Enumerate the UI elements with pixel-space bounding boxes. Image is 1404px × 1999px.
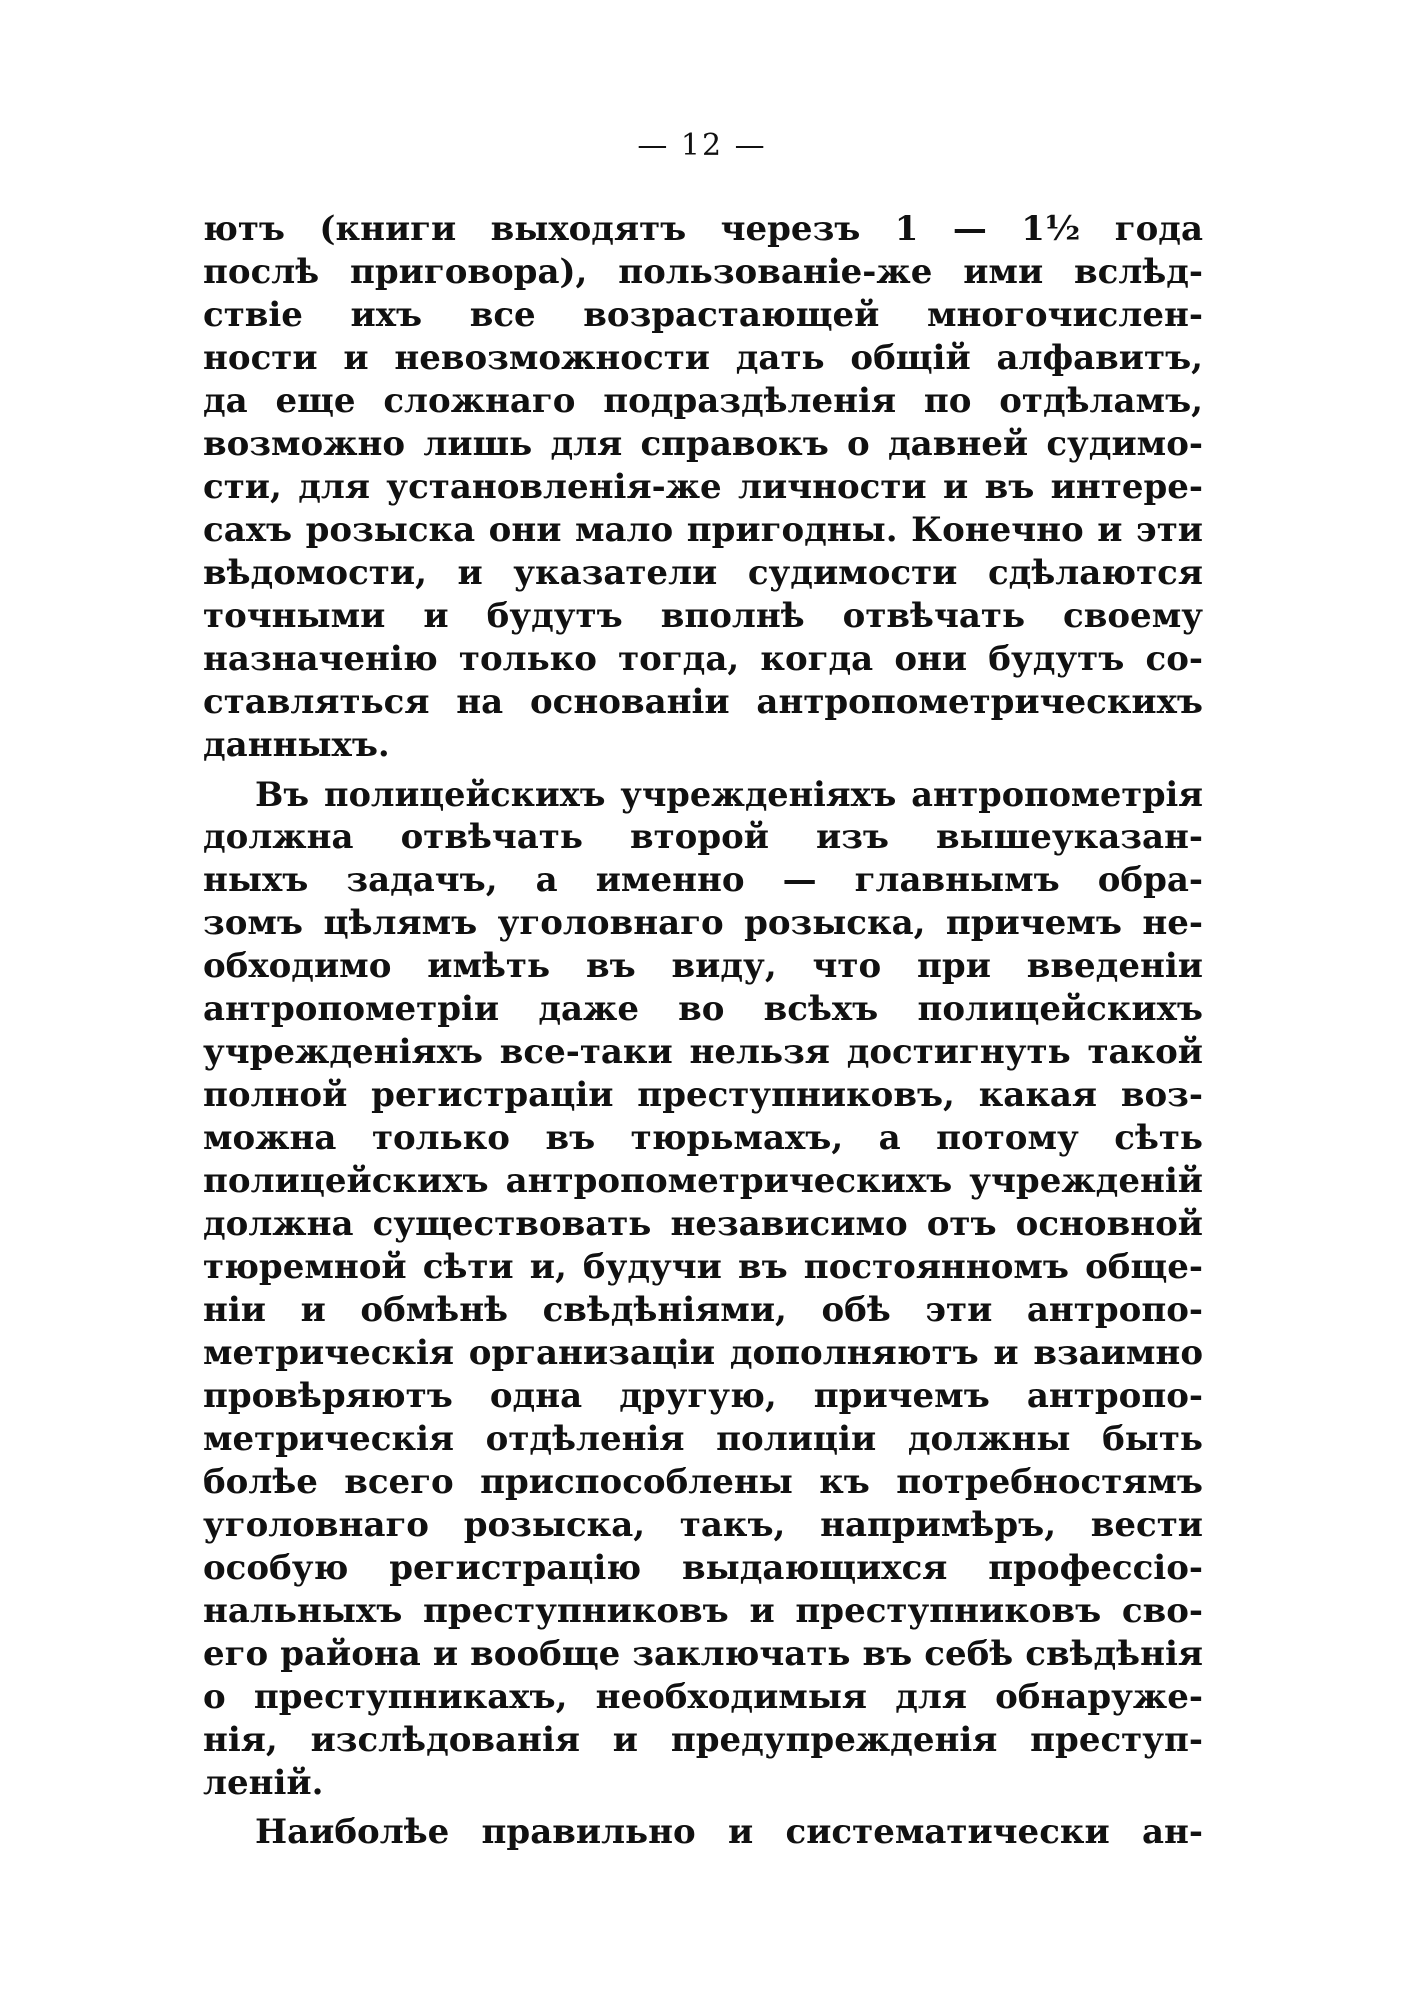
text-line: о преступникахъ, необходимыя для обнаруже- (203, 1677, 1203, 1717)
text-line: особую регистрацію выдающихся профессіо- (203, 1548, 1203, 1588)
text-line: точными и будутъ вполнѣ отвѣчать своему (203, 596, 1203, 636)
body-text (203, 208, 1203, 1854)
text-line: метрическія организаціи дополняютъ и взаимно (203, 1333, 1203, 1373)
text-line: ставляться на основаніи антропометрическихъ (203, 682, 1203, 722)
text-line: тюремной сѣти и, будучи въ постоянномъ обще- (203, 1247, 1203, 1287)
text-line: ныхъ задачъ, а именно — главнымъ обра- (203, 860, 1203, 900)
text-line: возможно лишь для справокъ о давней судимо- (203, 424, 1203, 464)
text-line: должна отвѣчать второй изъ вышеуказан- (203, 817, 1203, 857)
text-line: обходимо имѣть въ виду, что при введеніи (203, 946, 1203, 986)
text-line: данныхъ. (203, 725, 390, 765)
text-line: можна только въ тюрьмахъ, а потому сѣть (203, 1118, 1203, 1158)
text-line: ютъ (книги выходятъ черезъ 1 — 1½ года (203, 209, 1203, 249)
text-line: леній. (203, 1763, 324, 1803)
text-line: назначенію только тогда, когда они будутъ со- (203, 639, 1203, 679)
text-line: Наиболѣе правильно и систематически ан- (255, 1812, 1203, 1852)
text-line: Въ полицейскихъ учрежденіяхъ антропометрія (255, 775, 1203, 814)
text-line: ствіе ихъ все возрастающей многочислен- (203, 295, 1203, 335)
text-line: да еще сложнаго подраздѣленія по отдѣламъ, (203, 381, 1203, 421)
text-line: уголовнаго розыска, такъ, напримѣръ, вести (203, 1505, 1203, 1545)
text-line: болѣе всего приспособлены къ потребностямъ (203, 1462, 1203, 1502)
text-line: метрическія отдѣленія полиціи должны быть (203, 1419, 1203, 1459)
page-number: — 12 — (637, 128, 767, 163)
text-line: провѣряютъ одна другую, причемъ антропо- (203, 1376, 1203, 1416)
text-line: сти, для установленія-же личности и въ интере- (203, 467, 1203, 507)
text-line: зомъ цѣлямъ уголовнаго розыска, причемъ не- (203, 903, 1203, 943)
text-line: нія, изслѣдованія и предупрежденія преступ- (203, 1720, 1203, 1760)
text-line: его района и вообще заключать въ себѣ свѣдѣнія (203, 1634, 1203, 1674)
text-line: вѣдомости, и указатели судимости сдѣлаются (203, 553, 1203, 593)
text-line: послѣ приговора), пользованіе-же ими вслѣд- (203, 252, 1203, 292)
text-line: учрежденіяхъ все-таки нельзя достигнуть такой (203, 1032, 1203, 1072)
text-line: должна существовать независимо отъ основной (203, 1204, 1203, 1244)
text-line: нальныхъ преступниковъ и преступниковъ сво- (203, 1591, 1203, 1631)
text-line: ности и невозможности дать общій алфавитъ, (203, 338, 1203, 378)
text-line: полной регистраціи преступниковъ, какая воз- (203, 1075, 1203, 1115)
text-line: антропометріи даже во всѣхъ полицейскихъ (203, 989, 1203, 1029)
text-line: полицейскихъ антропометрическихъ учрежденій (203, 1161, 1203, 1201)
text-line: сахъ розыска они мало пригодны. Конечно и эти (203, 510, 1203, 550)
text-line: ніи и обмѣнѣ свѣдѣніями, обѣ эти антропо- (203, 1290, 1203, 1330)
